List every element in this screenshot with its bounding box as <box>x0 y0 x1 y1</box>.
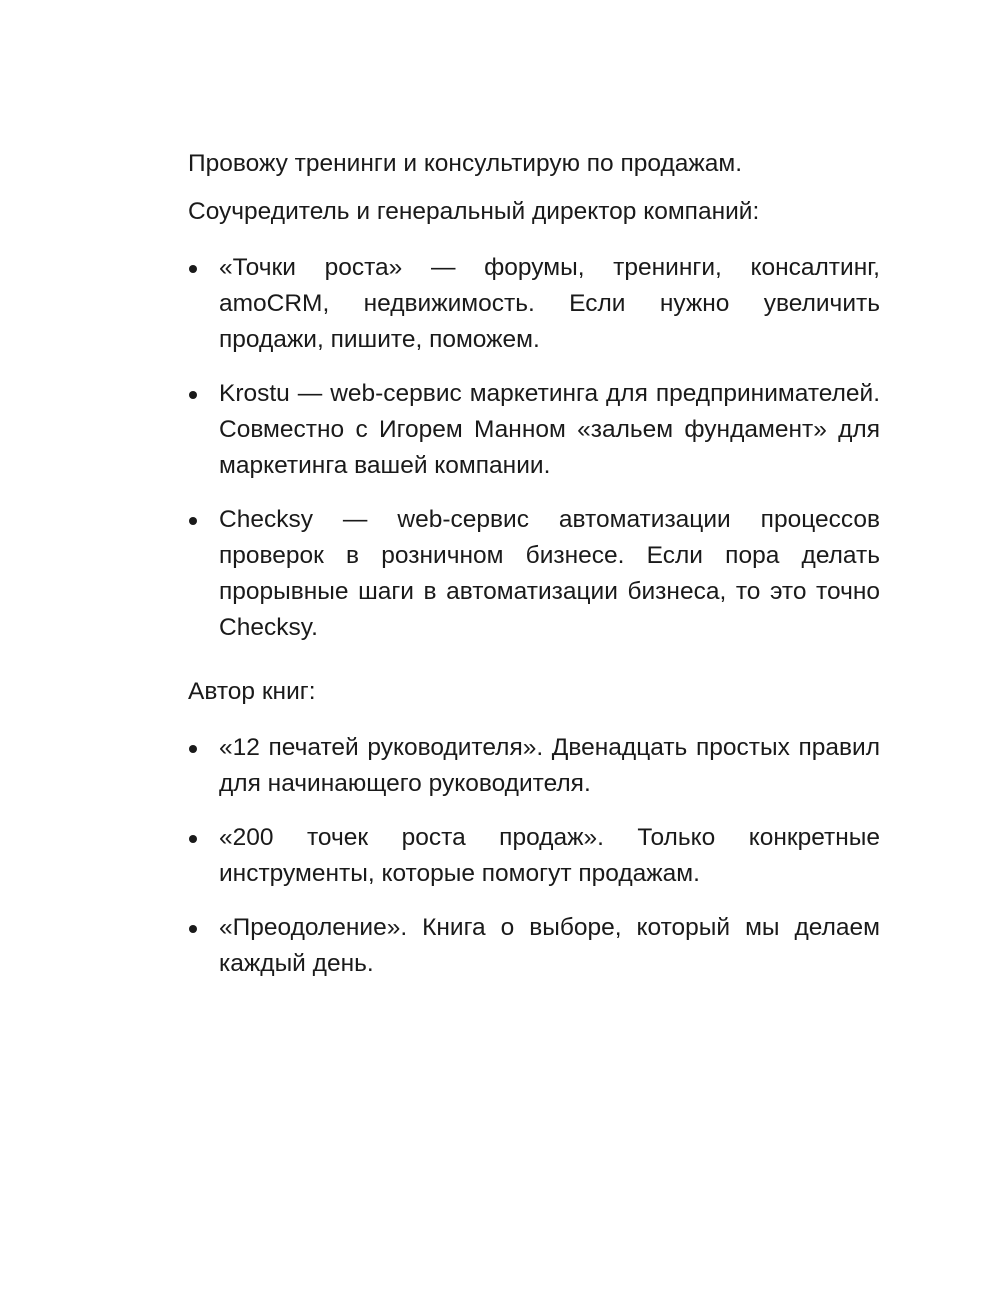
list-item <box>188 730 880 802</box>
list-item-text: «200 точек роста продаж». Только конкретные инструменты, которые помогут продажам. <box>219 824 880 887</box>
intro-paragraph: Провожу тренинги и консультирую по продажам. <box>188 150 743 177</box>
bullet-icon <box>189 391 197 399</box>
list-item-text: «Точки роста» — форумы, тренинги, консалтинг, amoCRM, недвижимость. Если нужно увеличить продажи, пишите, поможем. <box>219 254 880 353</box>
list-item-text: Krostu — web-сервис маркетинга для предпринимателей. Совместно с Игорем Манном «зальем фундамент» для маркетинга вашей компании. <box>219 380 880 479</box>
companies-list <box>188 250 880 646</box>
list-item <box>188 250 880 358</box>
bullet-icon <box>189 925 197 933</box>
books-heading: Автор книг: <box>188 678 316 705</box>
bullet-icon <box>189 265 197 273</box>
list-item <box>188 820 880 892</box>
list-item <box>188 502 880 646</box>
list-item-text: «12 печатей руководителя». Двенадцать простых правил для начинающего руководителя. <box>219 734 880 797</box>
books-list <box>188 730 880 982</box>
list-item <box>188 910 880 982</box>
bullet-icon <box>189 745 197 753</box>
bullet-icon <box>189 517 197 525</box>
list-item-text: «Преодоление». Книга о выборе, который мы делаем каждый день. <box>219 914 880 977</box>
list-item-text: Checksy — web-сервис автоматизации процессов проверок в розничном бизнесе. Если пора делать прорывные шаги в автоматизации бизнеса, то это точно Checksy. <box>219 506 880 641</box>
companies-heading: Соучредитель и генеральный директор компаний: <box>188 198 760 225</box>
list-item <box>188 376 880 484</box>
bullet-icon <box>189 835 197 843</box>
page-body <box>188 146 880 1000</box>
